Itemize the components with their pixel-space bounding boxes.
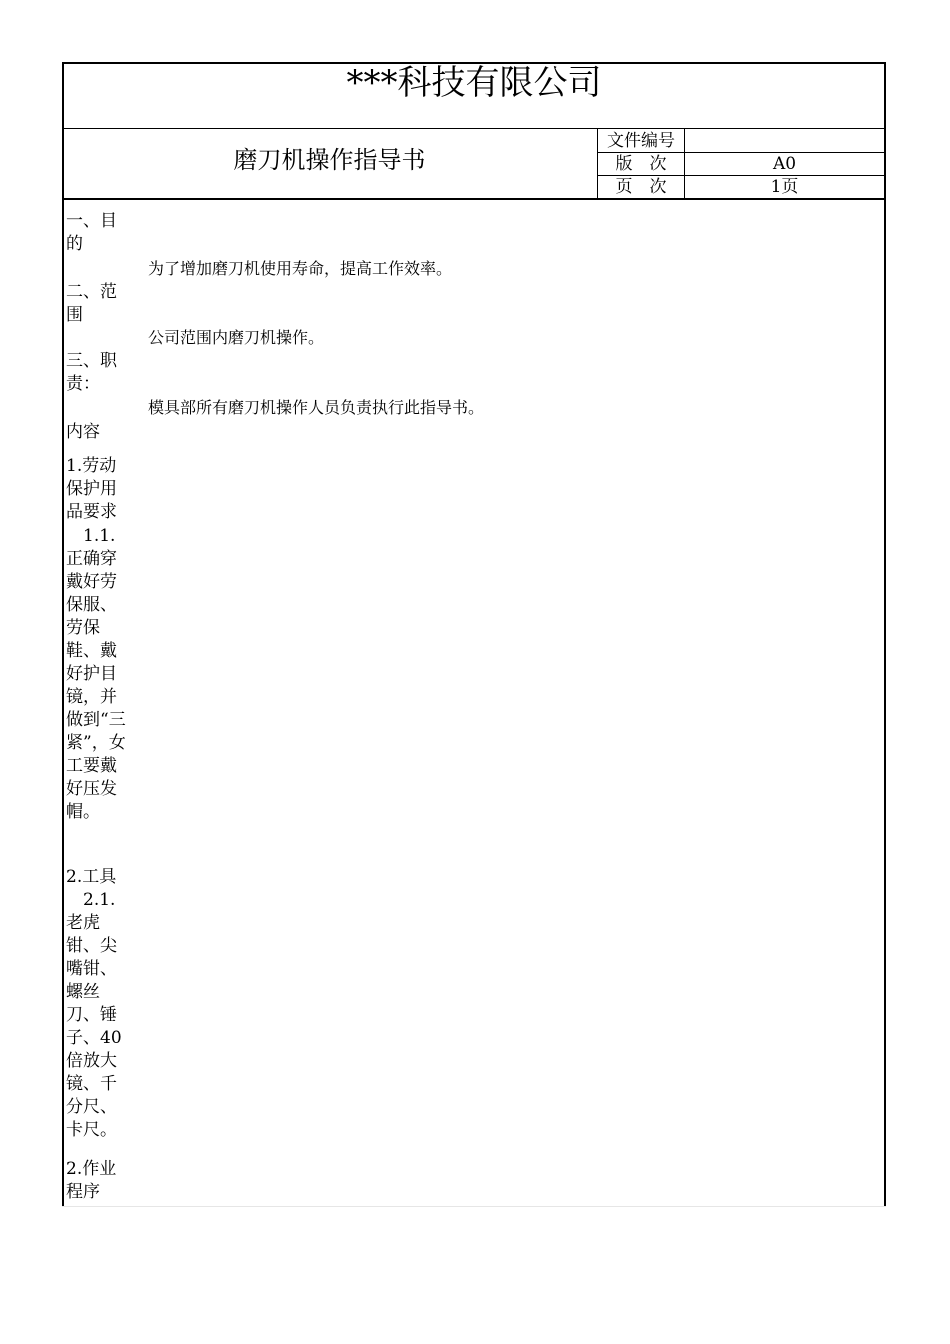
scope-text: 公司范围内磨刀机操作。 xyxy=(148,328,325,347)
table-left-border xyxy=(62,62,64,1207)
document-title: 磨刀机操作指导书 xyxy=(233,146,426,174)
section-purpose-label: 一、目的 xyxy=(66,211,117,254)
table-bottom-edge xyxy=(62,1206,886,1207)
tools-heading: 2.工具 xyxy=(66,867,117,887)
page-value: 1页 xyxy=(770,177,799,197)
duty-text: 模具部所有磨刀机操作人员负责执行此指导书。 xyxy=(148,398,485,417)
purpose-text: 为了增加磨刀机使用寿命，提高工作效率。 xyxy=(148,259,453,278)
header-divider xyxy=(62,128,886,129)
page-label: 页 次 xyxy=(615,177,667,197)
section-content-label: 内容 xyxy=(66,422,100,442)
table-right-border xyxy=(884,62,886,1207)
tools-item: 2.1.老虎钳、尖嘴钳、螺丝刀、锤子、40倍放大镜、千分尺、卡尺。 xyxy=(66,890,122,1140)
file-number-label: 文件编号 xyxy=(607,131,675,151)
procedure-heading: 2.作业程序 xyxy=(66,1159,117,1202)
body-divider xyxy=(62,198,886,200)
ppe-item: 1.1.正确穿戴好劳保服、劳保鞋、戴好护目镜，并做到“三紧”，女工要戴好压发帽。 xyxy=(66,526,126,822)
section-scope-label: 二、范围 xyxy=(66,282,117,325)
section-duty-label: 三、职责： xyxy=(66,351,117,394)
version-value: A0 xyxy=(772,154,797,174)
company-name: ***科技有限公司 xyxy=(346,63,602,103)
ppe-heading: 1.劳动保护用品要求 xyxy=(66,456,117,522)
version-label: 版 次 xyxy=(615,154,667,174)
